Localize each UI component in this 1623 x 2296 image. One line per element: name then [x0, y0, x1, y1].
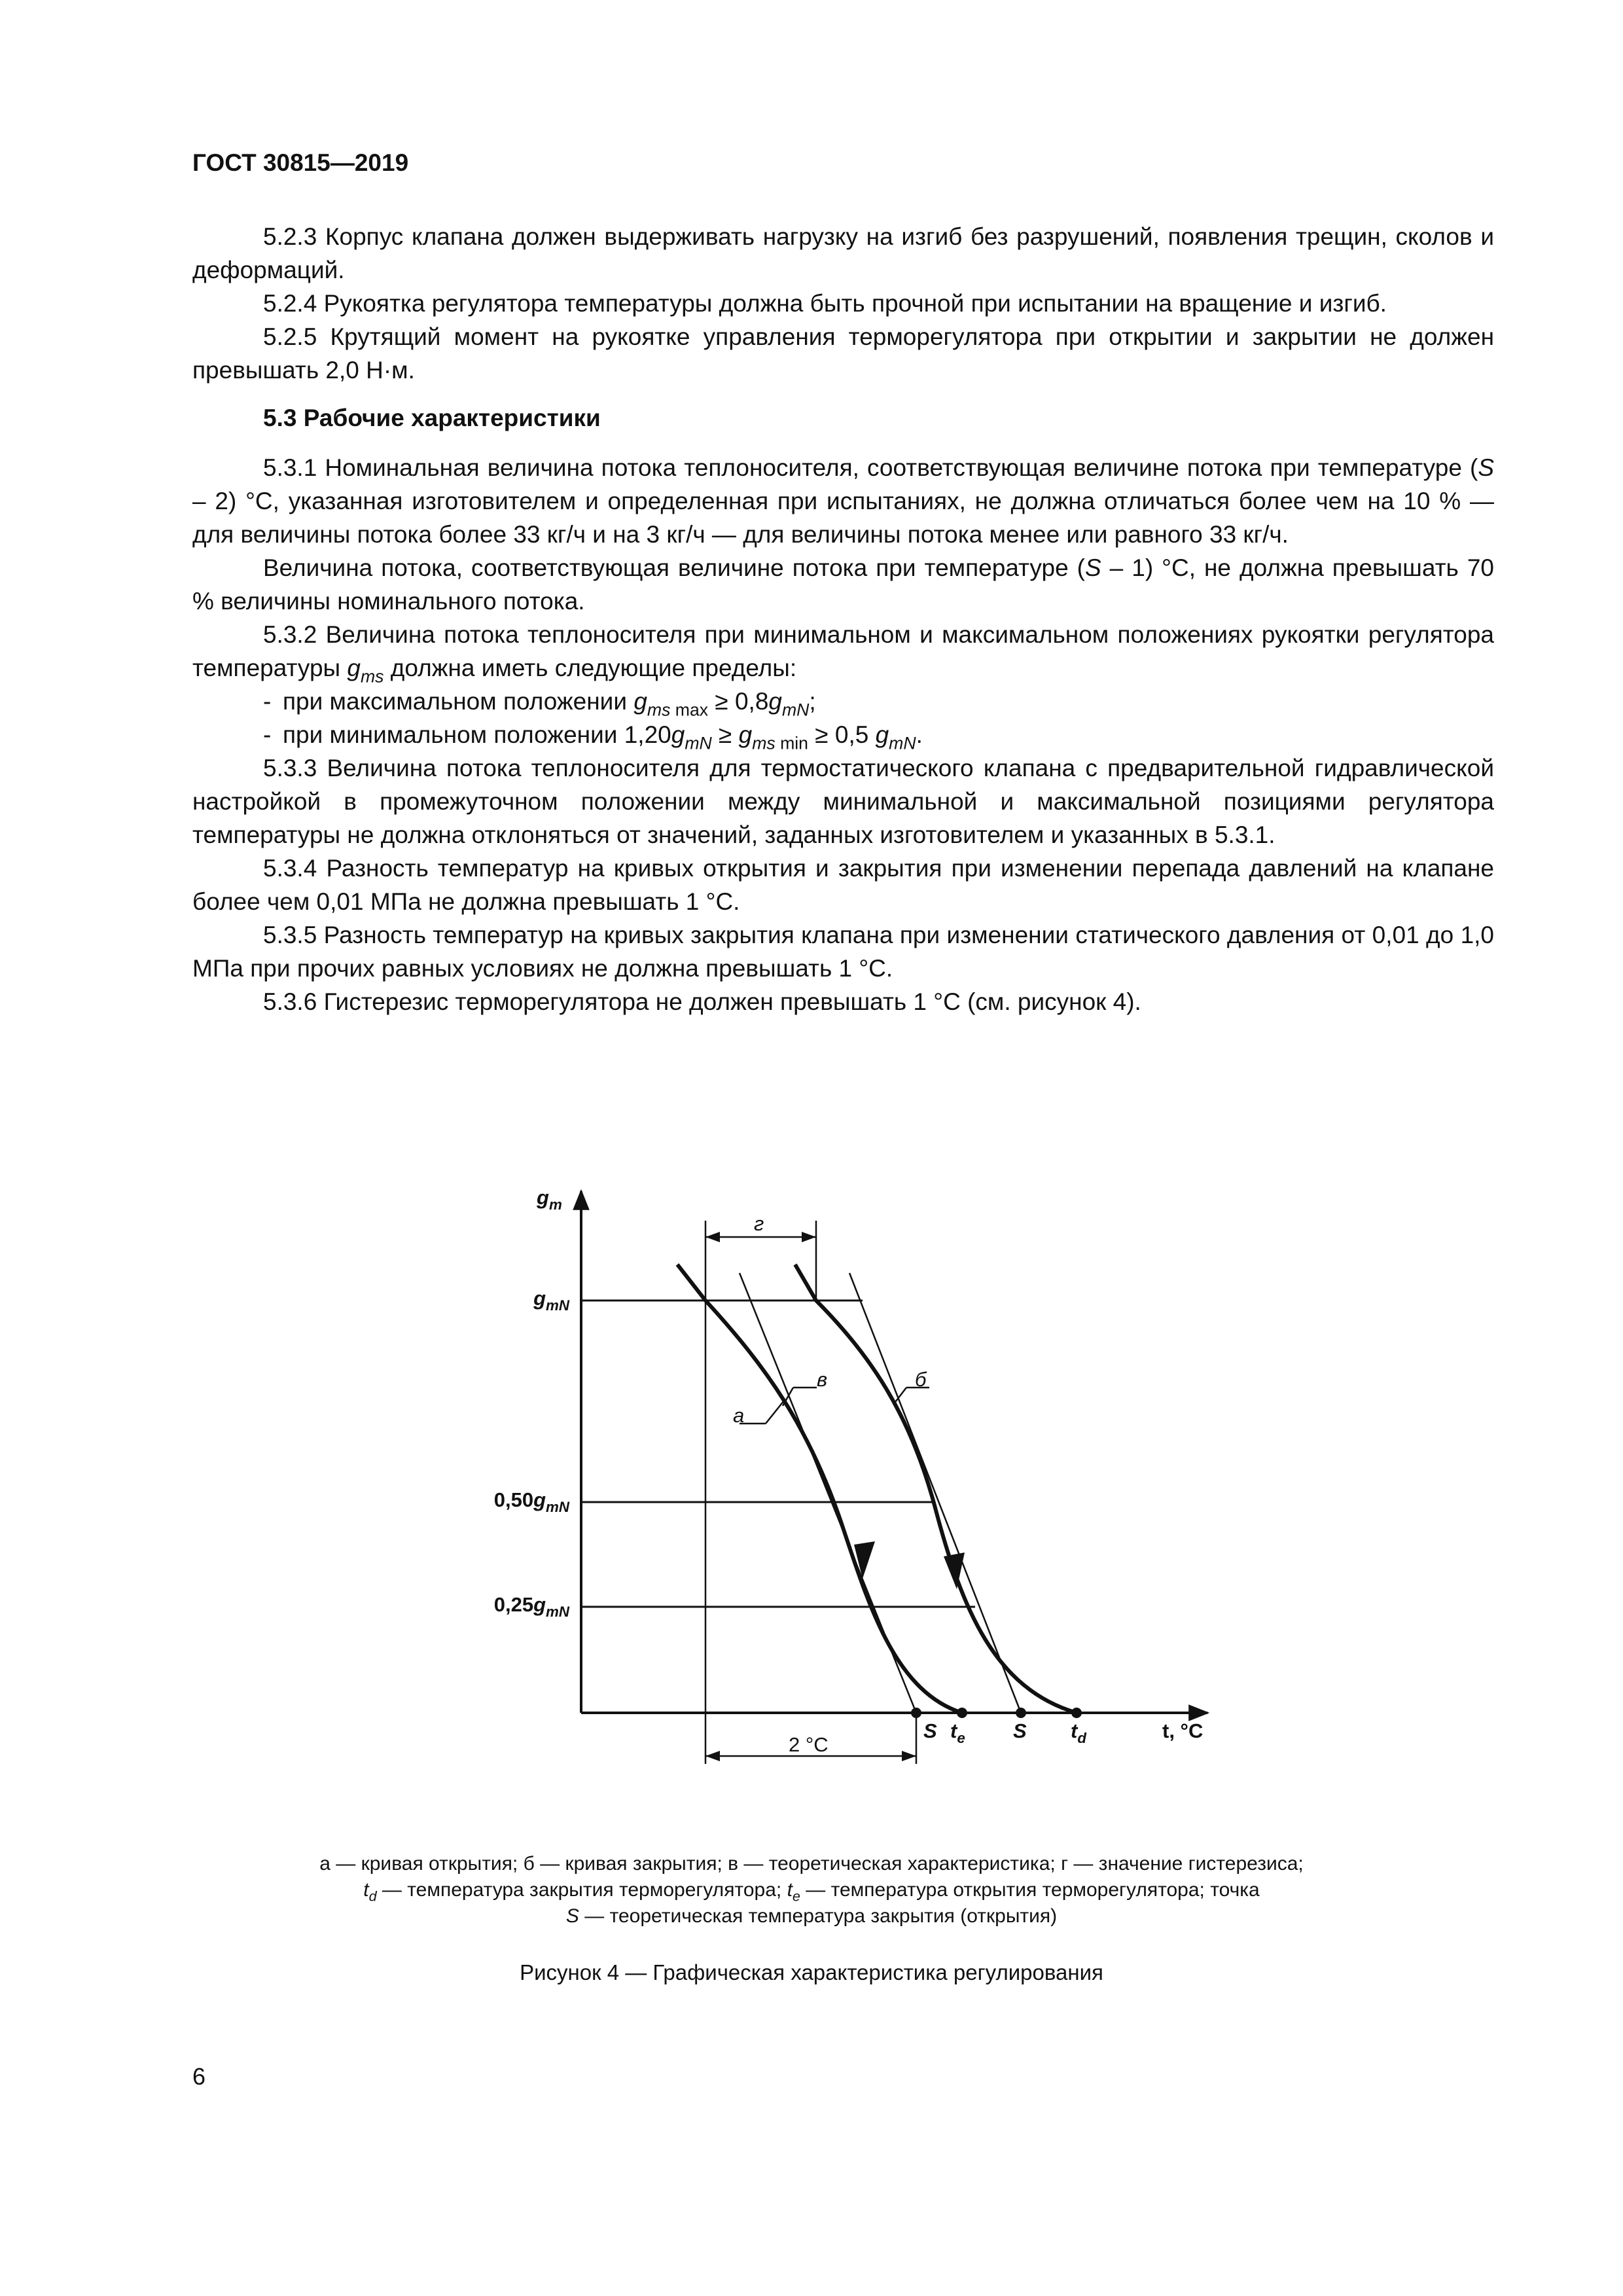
paragraph-5-3-1-cont: Величина потока, соответствующая величине потока при температуре (S – 1) °С, не должна превышать 70 % величины номинального потока.	[192, 554, 1494, 615]
point-s-opening	[911, 1708, 921, 1718]
legend-line-2: $t_d$ — температура закрытия терморегулятора; $t_e$ — температура открытия терморегулятора; точка	[363, 1879, 1260, 1905]
leader-a-diag	[766, 1401, 784, 1424]
opening-curve-a	[677, 1265, 962, 1713]
y-level-050: $0,50g_{mN}$	[493, 1488, 569, 1515]
point-td	[1071, 1708, 1082, 1718]
label-two-degrees: 2 °С	[789, 1733, 829, 1756]
label-theoretical-v: в	[817, 1368, 828, 1391]
regulation-chart	[0, 1113, 1623, 1820]
section-heading-5-3: 5.3 Рабочие характеристики	[263, 404, 601, 431]
paragraph-5-3-2: 5.3.2 Величина потока теплоносителя при минимальном и максимальном положениях рукоятки регулятора температуры $g_{ms}$ должна иметь следующие пределы:	[192, 621, 1494, 687]
label-hysteresis-g: г	[754, 1212, 764, 1235]
paragraph-5-3-3: 5.3.3 Величина потока теплоносителя для термостатического клапана с предварительной гидравлической настройкой в промежуточном положении между минимальной и максимальной позициями регулятора температуры не должна отклоняться от значений, заданных изготовителем и указанных в 5.3.1.	[192, 755, 1494, 848]
theoretical-line-right	[849, 1273, 1021, 1713]
paragraph-5-3-5: 5.3.5 Разность температур на кривых закрытия клапана при изменении статического давления от 0,01 до 1,0 МПа при прочих равных условиях не должна превышать 1 °С.	[192, 922, 1494, 982]
legend-line-1: а — кривая открытия; б — кривая закрытия; в — теоретическая характеристика; г — значение гистерезиса;	[319, 1853, 1304, 1874]
y-level-gmn: $g_{mN}$	[533, 1287, 569, 1314]
label-td: $t_d$	[1071, 1719, 1086, 1746]
bullet-max-position: - при максимальном положении $g_{ms max} \ge 0,8g_{mN}$;	[263, 688, 816, 720]
label-s-opening: S	[923, 1719, 937, 1742]
x-axis-label: t, °С	[1162, 1719, 1204, 1742]
y-level-025: $0,25g_{mN}$	[493, 1593, 569, 1620]
label-s-closing: S	[1013, 1719, 1027, 1742]
page-number: 6	[192, 2063, 206, 2090]
paragraph-5-3-6: 5.3.6 Гистерезис терморегулятора не должен превышать 1 °С (см. рисунок 4).	[263, 988, 1141, 1015]
legend-line-3: S — теоретическая температура закрытия (открытия)	[565, 1905, 1058, 1927]
paragraph-5-2-4: 5.2.4 Рукоятка регулятора температуры должна быть прочной при испытании на вращение и изгиб.	[263, 290, 1387, 317]
label-te: $t_e$	[950, 1719, 965, 1746]
two-degree-arrow-right	[902, 1751, 916, 1761]
figure-4	[0, 1113, 1623, 1820]
label-curve-a: а	[733, 1404, 745, 1427]
paragraph-5-2-3: 5.2.3 Корпус клапана должен выдерживать нагрузку на изгиб без разрушений, появления трещин, сколов и деформаций.	[192, 223, 1494, 283]
figure-caption: Рисунок 4 — Графическая характеристика регулирования	[520, 1960, 1103, 1984]
closing-curve-b	[795, 1265, 1077, 1713]
paragraph-5-3-4: 5.3.4 Разность температур на кривых открытия и закрытия при изменении перепада давлений на клапане более чем 0,01 МПа не должна превышать 1 °С.	[192, 855, 1494, 915]
document-body	[192, 220, 1494, 1018]
bullet-min-position: - при минимальном положении $1,20g_{mN} \ge g_{ms min} \ge 0,5$ $g_{mN}$.	[263, 721, 923, 753]
label-curve-b: б	[915, 1368, 927, 1391]
figure-legend	[196, 1851, 1427, 1929]
closing-arrow	[944, 1552, 965, 1589]
hysteresis-arrow-left	[705, 1232, 720, 1242]
document-header: ГОСТ 30815—2019	[192, 149, 409, 176]
paragraph-5-2-5: 5.2.5 Крутящий момент на рукоятке управления терморегулятора при открытии и закрытии не должен превышать 2,0 Н·м.	[192, 323, 1494, 384]
paragraph-5-3-1: 5.3.1 Номинальная величина потока теплоносителя, соответствующая величине потока при температуре (S – 2) °С, указанная изготовителем и определенная при испытаниях, не должна отличаться более чем на 10 % — для величины потока более 33 кг/ч и на 3 кг/ч — для величины потока менее или равного 33 кг/ч.	[192, 454, 1494, 548]
point-te	[957, 1708, 967, 1718]
y-axis-label: $g_m$	[537, 1186, 562, 1213]
hysteresis-arrow-right	[802, 1232, 816, 1242]
point-s-closing	[1016, 1708, 1026, 1718]
two-degree-arrow-left	[705, 1751, 720, 1761]
